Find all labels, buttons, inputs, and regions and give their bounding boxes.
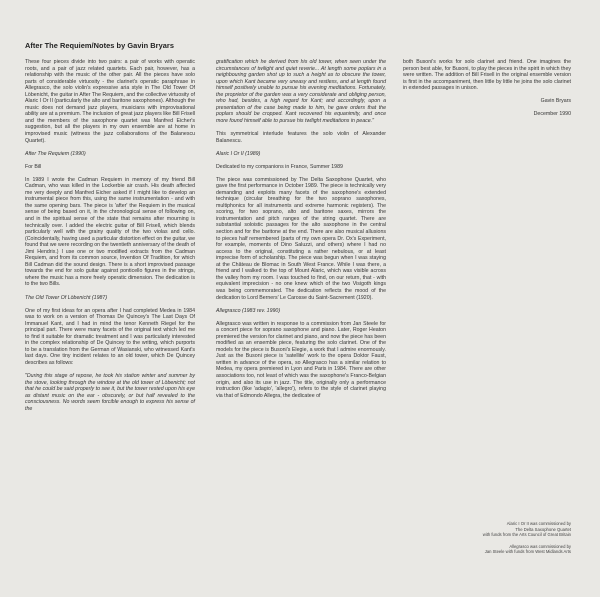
allegrasco-paragraph-continued: both Busoni's works for solo clarinet and friend. One imagines the person best able, for Busoni, to play the pieces in the spirit in which they were written. The addition of Bill Frisell in the original ensemble version is first in the accompaniment, then little by little he joins the solo clarinet in extended passages in unison. xyxy=(403,59,571,92)
intro-paragraph: These four pieces divide into two pairs: a pair of works with operatic roots, and a pair of jazz related quartets. Each pair, however, has a relationship with the music of the other pair. All the pieces have solo parts of considerable virtuosity - the clarinet's operatic paraphrase in Allegrasco, the solo violin's expressive aria style in The Old Tower Of Löbenicht, the guitar in After The Requiem, and the collective virtuosity of Alaric I Or II (particularly the alto and baritone saxophones). Although the music does not demand jazz players, musicians with improvisational ability are at a premium. The inclusion of great jazz players like Bill Frisell and the members of the saxophone quartet was Manfred Eicher's suggestion, but all the players in my own ensemble are at home in improvised music (witness the jazz collaborations of the Balanescu Quartet). xyxy=(25,59,196,144)
credit-allegrasco xyxy=(403,544,571,555)
credit-alaric xyxy=(403,521,571,538)
column-middle xyxy=(216,59,386,406)
credit-alaric-line-2: The Delta Saxophone Quartet xyxy=(515,526,571,532)
interlude-paragraph: This symmetrical interlude features the solo violin of Alexander Balanescu. xyxy=(216,130,386,144)
column-left xyxy=(25,59,195,419)
de-quincey-quote-continued: gratification which he derived from his old tower, when seen under the circumstances of twilight and quiet reverie... At length some poplars in a neighbouring garden shot up to such a height as to obscure the tower, upon which Kant became very uneasy and restless, and at length found himself positively unable to pursue his evening meditations. Fortunately, the proprietor of the garden was a very considerate and obliging person, who had, besides, a high regard for Kant; and accordingly, upon a presentation of the case being made to him, he gave orders that the poplars should be cropped. Kant recovered his equanimity, and once more found himself able to pursue his twilight meditations in peace." xyxy=(216,59,386,124)
section-heading-after-the-requiem: After The Requiem (1990) xyxy=(25,150,86,157)
commission-credits xyxy=(403,521,571,561)
old-tower-paragraph: One of my first ideas for an opera after I had completed Medea in 1984 was to work on a version of Thomas De Quincey's The Last Days Of Immanuel Kant, and I had in mind the tenor Kenneth Riegel for the principal part. There were many facets of the original text which led me to find it suitable for dramatic treatment and I was particularly interested in the complex relationship of De Quincey to the writing, which purports to be a translation from the German of Wasianski, who witnessed Kant's last days. One tiny incident relates to an old tower, which De Quincey describes as follows: xyxy=(25,307,195,366)
signature-date: December 1990 xyxy=(533,111,571,118)
column-right xyxy=(403,59,571,124)
signature-name: Gavin Bryars xyxy=(540,98,571,105)
allegrasco-paragraph: Allegrasco was written in response to a commission from Jan Steele for a concert piece for soprano saxophone and piano. Later, Roger Heaton premiered the version for clarinet and piano, and now the piece has been modified as an ensemble piece, featuring the solo clarinet. One of the models for the piece is Busoni's Elegie, a work that I admire enormously. Just as the Busoni piece is 'satellite' work to the opera Doktor Faust, written in advance of the opera, so Allegrasco has a similar relation to Medea, my opera premiered in Lyon and Paris in 1984. There are other associations too, not least of which was the saxophone's Franco-Belgian origin, and also its use in jazz. The title, originally only a performance instruction (like 'adagio', 'allegro'), refers to the style of clarinet playing via that of Edmondo Allegra, the dedicatee of xyxy=(216,320,386,399)
de-quincey-quote: "During this stage of repose, he took his station winter and summer by the stove, looking through the window at the old tower of Löbenicht; not that he could be said properly to see it, but the tower rested upon his eye as distant music on the ear - obscurely, or but half revealed to the consciousness. No words seem forcible enough to express his sense of the xyxy=(25,372,195,412)
after-the-requiem-paragraph: In 1989 I wrote the Cadman Requiem in memory of my friend Bill Cadman, who was killed in the Lockerbie air crash. His death affected me very deeply and Manfred Eicher asked if I might like to develop an instrumental piece from this, using the same instrumentation - and with the same opening bars. The piece is 'after' the Requiem in the musical sense of being based on it, in the chronological sense of following on, and in the spiritual sense of the state that remains after mourning is technically over. I added the electric guitar of Bill Frisell, which blends particularly well with the grainy quality of the two violas and cello. (Coincidentally, having used a particular distortion effect on the guitar, we found that we were recording on the twentieth anniversary of the death of Jimi Hendrix.) I use one or two modified extracts from the Cadman Requiem, and from its common source, Invention Of Tradition, for which Bill Cadman did the sound design. There is a short improvised passage towards the end for solo guitar against ponticello figures in the strings, where the music has a more freely operatic dimension. The dedication is to the two Bills. xyxy=(25,176,195,288)
alaric-paragraph: The piece was commissioned by The Delta Saxophone Quartet, who gave the first performance in October 1989. The piece is technically very demanding and exploits many facets of the saxophone's extended technique (circular breathing for the two soprano saxophones, multiphonics for all instruments and extreme harmonic registers). The scoring, for two soprano, alto and baritone saxes, mirrors the instrumentation and pitch ranges of the string quartet. There are substantial soloistic passages for the alto saxophone in the central section and for the baritone at the end. There are also musical allusions to pieces half remembered (parts of my own opera Dr. Ox's Experiment, for example, moments of Dino Saluzzi, and others) where I had no access to the original, constituting a rather nebulous, or at least imprecise form of scholarship. The piece was begun when I was staying at the Château de Blomac in South West France. While I was there, a friend and I walked to the top of Mount Alaric, which was visible across the valley from my room. I was touched to find, on our return, that - with equivalent imprecision - no one knew which of the two Visigoth kings was being commemorated. The dedication reflects the mood of the dedication to Lord Berners' Le Carosse du Saint-Sacrement (1920). xyxy=(216,176,386,301)
credit-allegrasco-line-1: Allegrasco was commissioned by xyxy=(509,543,571,549)
section-heading-allegrasco: Allegrasco (1983 rev. 1990) xyxy=(216,307,281,314)
credit-allegrasco-line-2: Jan Steele with funds from West Midlands Arts xyxy=(484,549,571,555)
page-title: After The Requiem/Notes by Gavin Bryars xyxy=(25,41,174,50)
dedication-for-bill: For Bill xyxy=(25,163,42,170)
credit-alaric-line-3: with funds from the Arts Council of Great Britain xyxy=(482,532,571,538)
credit-alaric-line-1: Alaric I Or II was commissioned by xyxy=(506,521,571,526)
section-heading-alaric: Alaric I Or II (1989) xyxy=(216,150,261,157)
alaric-dedication: Dedicated to my companions in France, Summer 1989 xyxy=(216,163,343,170)
section-heading-old-tower: The Old Tower Of Löbenicht (1987) xyxy=(25,294,108,301)
